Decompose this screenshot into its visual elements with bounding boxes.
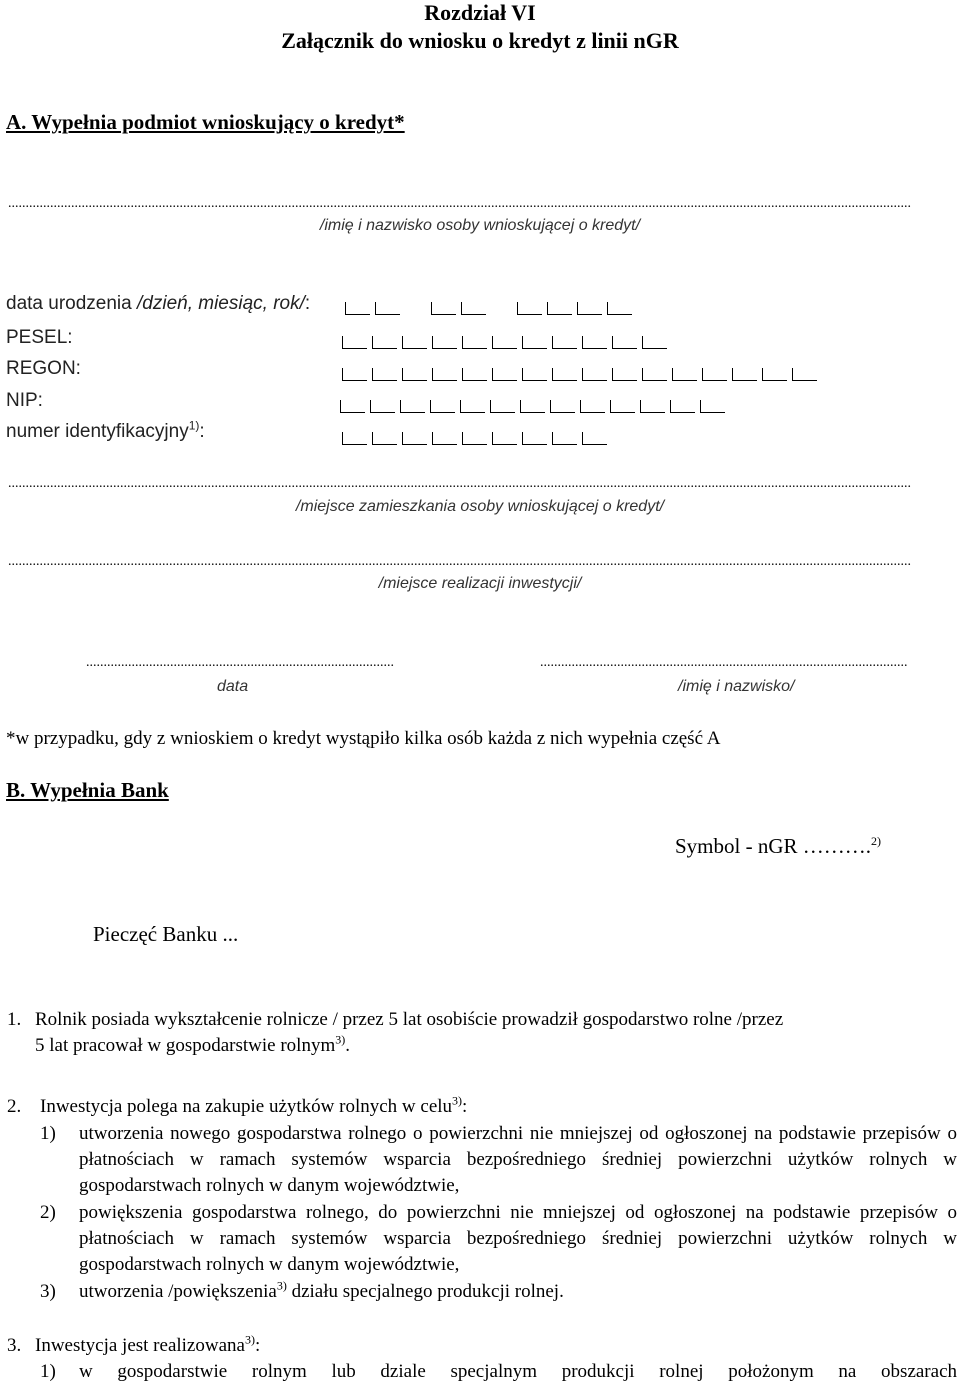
nip-digit-box[interactable]	[340, 400, 365, 413]
pesel-digit-box[interactable]	[582, 336, 607, 349]
regon-digit-box[interactable]	[402, 368, 427, 381]
section-a-heading: A. Wypełnia podmiot wnioskujący o kredyt*	[6, 110, 405, 134]
point-2-item-1-text: utworzenia nowego gospodarstwa rolnego o powierzchni nie mniejszej od ogłoszonej na podstawie przepisów o płatnościach w ramach systemów wsparcia bezpośredniego średniej powierzchni użytków rolnych w gospodarstwach rolnych w danym województwie,	[79, 1123, 957, 1196]
nip-boxes[interactable]	[340, 396, 730, 414]
id-digit-box[interactable]	[342, 432, 367, 445]
id-digit-box[interactable]	[582, 432, 607, 445]
birth-day-box[interactable]	[375, 302, 400, 315]
nip-digit-box[interactable]	[400, 400, 425, 413]
pesel-digit-box[interactable]	[342, 336, 367, 349]
birth-date-label: data urodzenia /dzień, miesiąc, rok/:	[6, 293, 311, 314]
birth-year-box[interactable]	[577, 302, 602, 315]
symbol-ngr-field[interactable]: Symbol - nGR ……….$^{2)}$	[675, 834, 882, 858]
regon-digit-box[interactable]	[792, 368, 817, 381]
multi-applicant-footnote: *w przypadku, gdy z wnioskiem o kredyt wystąpiło kilka osób każda z nich wypełnia część A	[6, 728, 721, 749]
nip-digit-box[interactable]	[610, 400, 635, 413]
nip-digit-box[interactable]	[640, 400, 665, 413]
regon-digit-box[interactable]	[342, 368, 367, 381]
residence-dotted-line[interactable]: ..................................................................................................................................................................................................................................................................	[8, 476, 911, 491]
point-3-text: Inwestycja jest realizowana$^{3)}$:	[35, 1332, 261, 1356]
nip-digit-box[interactable]	[520, 400, 545, 413]
birth-month-box[interactable]	[431, 302, 456, 315]
regon-digit-box[interactable]	[612, 368, 637, 381]
regon-digit-box[interactable]	[462, 368, 487, 381]
birth-year-box[interactable]	[547, 302, 572, 315]
residence-caption: /miejsce zamieszkania osoby wnioskującej o kredyt/	[295, 498, 665, 515]
signature-caption: /imię i nazwisko/	[678, 678, 795, 695]
bank-stamp-field[interactable]: Pieczęć Banku ...	[93, 922, 239, 946]
section-b-heading: B. Wypełnia Bank	[6, 778, 169, 802]
nip-digit-box[interactable]	[580, 400, 605, 413]
date-caption: data	[217, 678, 249, 695]
point-2-item-3-text: utworzenia /powiększenia$^{3)}$ działu specjalnego produkcji rolnej.	[79, 1278, 564, 1302]
regon-digit-box[interactable]	[642, 368, 667, 381]
regon-digit-box[interactable]	[762, 368, 787, 381]
regon-boxes[interactable]	[342, 364, 822, 382]
regon-digit-box[interactable]	[732, 368, 757, 381]
id-number-label: numer identyfikacyjny$^{1)}$:	[6, 418, 205, 442]
pesel-label: PESEL:	[6, 327, 73, 348]
nip-digit-box[interactable]	[460, 400, 485, 413]
point-2-item-3-number: 3)	[40, 1281, 56, 1302]
pesel-digit-box[interactable]	[462, 336, 487, 349]
date-dotted-line[interactable]: ........................................................................................	[86, 655, 394, 670]
pesel-boxes[interactable]	[342, 332, 672, 350]
regon-digit-box[interactable]	[492, 368, 517, 381]
id-digit-box[interactable]	[552, 432, 577, 445]
signature-dotted-line[interactable]: .........................................................................................................	[540, 655, 908, 670]
regon-digit-box[interactable]	[552, 368, 577, 381]
nip-digit-box[interactable]	[670, 400, 695, 413]
pesel-digit-box[interactable]	[402, 336, 427, 349]
pesel-digit-box[interactable]	[372, 336, 397, 349]
pesel-digit-box[interactable]	[642, 336, 667, 349]
id-digit-box[interactable]	[522, 432, 547, 445]
pesel-digit-box[interactable]	[522, 336, 547, 349]
id-digit-box[interactable]	[372, 432, 397, 445]
point-2-item-1-number: 1)	[40, 1123, 56, 1144]
birth-day-box[interactable]	[345, 302, 370, 315]
point-3-item-1-text: w gospodarstwie rolnym lub dziale specjalnym produkcji rolnej położonym na obszarach	[79, 1361, 957, 1382]
nip-digit-box[interactable]	[490, 400, 515, 413]
regon-digit-box[interactable]	[372, 368, 397, 381]
nip-digit-box[interactable]	[550, 400, 575, 413]
birth-year-box[interactable]	[607, 302, 632, 315]
pesel-digit-box[interactable]	[552, 336, 577, 349]
id-digit-box[interactable]	[492, 432, 517, 445]
point-2-text: Inwestycja polega na zakupie użytków rolnych w celu$^{3)}$:	[40, 1093, 468, 1117]
name-caption: /imię i nazwisko osoby wnioskującej o kredyt/	[319, 217, 641, 234]
chapter-heading: Rozdział VI	[424, 0, 536, 25]
point-2-number: 2.	[7, 1096, 22, 1117]
point-1-text: Rolnik posiada wykształcenie rolnicze / przez 5 lat osobiście prowadził gospodarstwo rolne /przez 5 lat pracował w gospodarstwie rolnym$^{3)}$.	[35, 1009, 784, 1056]
nip-label: NIP:	[6, 390, 43, 411]
regon-digit-box[interactable]	[522, 368, 547, 381]
regon-digit-box[interactable]	[582, 368, 607, 381]
pesel-digit-box[interactable]	[432, 336, 457, 349]
nip-digit-box[interactable]	[370, 400, 395, 413]
birth-year-box[interactable]	[517, 302, 542, 315]
investment-place-caption: /miejsce realizacji inwestycji/	[378, 575, 582, 592]
document-title: Załącznik do wniosku o kredyt z linii nGR	[281, 28, 679, 53]
pesel-digit-box[interactable]	[612, 336, 637, 349]
regon-digit-box[interactable]	[432, 368, 457, 381]
regon-digit-box[interactable]	[702, 368, 727, 381]
nip-digit-box[interactable]	[700, 400, 725, 413]
regon-digit-box[interactable]	[672, 368, 697, 381]
point-3-item-1-number: 1)	[40, 1361, 56, 1382]
pesel-digit-box[interactable]	[492, 336, 517, 349]
point-3-number: 3.	[7, 1335, 22, 1356]
birth-month-box[interactable]	[461, 302, 486, 315]
id-digit-box[interactable]	[432, 432, 457, 445]
id-number-boxes[interactable]	[342, 428, 612, 446]
investment-place-dotted-line[interactable]: ..................................................................................................................................................................................................................................................................	[8, 554, 911, 569]
birth-date-boxes[interactable]	[345, 298, 637, 316]
nip-digit-box[interactable]	[430, 400, 455, 413]
point-2-item-2-number: 2)	[40, 1202, 56, 1223]
point-1-number: 1.	[7, 1009, 22, 1030]
point-2-item-2-text: powiększenia gospodarstwa rolnego, do powierzchni nie mniejszej od ogłoszonej na podstawie przepisów o płatnościach w ramach systemów wsparcia bezpośredniego średniej powierzchni użytków rolnych w gospodarstwach rolnych w danym województwie,	[79, 1202, 957, 1275]
name-dotted-line[interactable]: ..................................................................................................................................................................................................................................................................	[8, 196, 911, 211]
regon-label: REGON:	[6, 358, 81, 379]
id-digit-box[interactable]	[402, 432, 427, 445]
id-digit-box[interactable]	[462, 432, 487, 445]
